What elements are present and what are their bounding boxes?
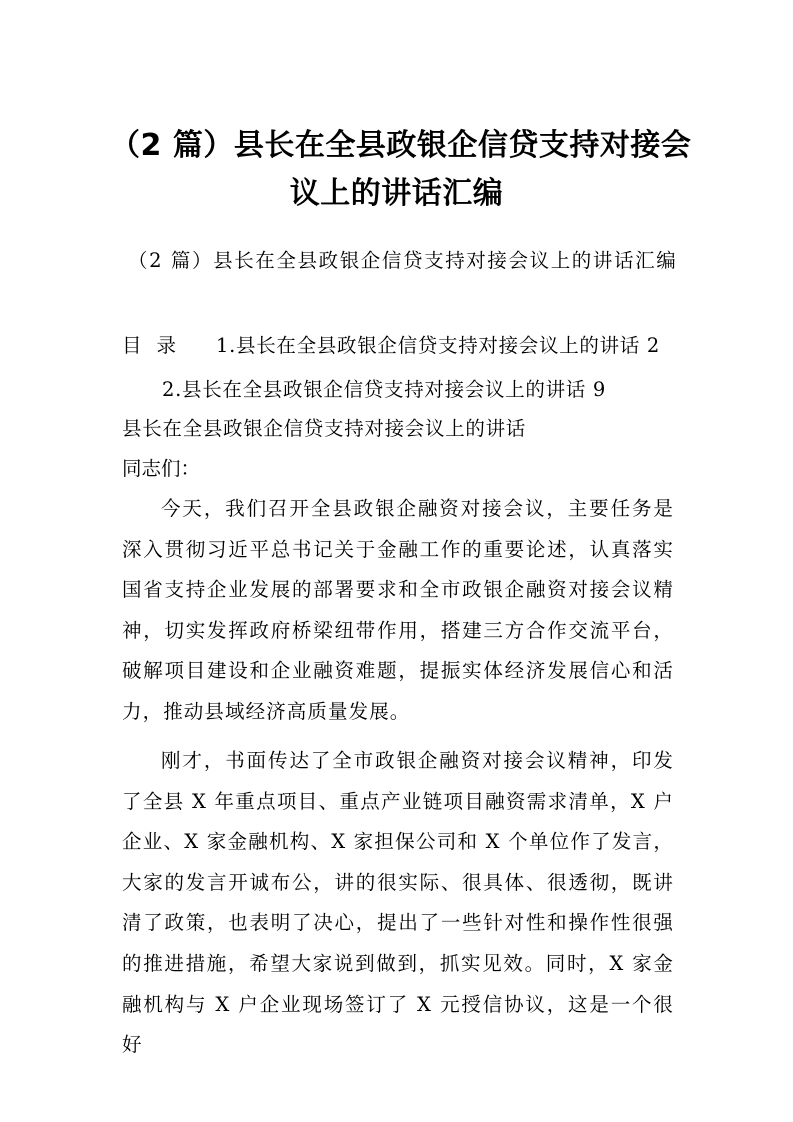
body-paragraph-1: 今天，我们召开全县政银企融资对接会议，主要任务是深入贯彻习近平总书记关于金融工作的重要论述，认真落实国省支持企业发展的部署要求和全市政银企融资对接会议精神，切实发挥政府桥梁纽带作用，搭建三方合作交流平台，破解项目建设和企业融资难题，提振实体经济发展信心和活力，推动县域经济高质量发展。 bbox=[122, 497, 674, 723]
toc-label: 目录 bbox=[122, 334, 192, 357]
document-title-line-2: 议上的讲话汇编 bbox=[289, 176, 504, 211]
speech-title: 县长在全县政银企信贷支持对接会议上的讲话 bbox=[122, 417, 527, 440]
toc-entry-2: 2.县长在全县政银企信贷支持对接会议上的讲话 9 bbox=[162, 378, 607, 401]
salutation: 同志们： bbox=[122, 457, 201, 480]
table-of-contents-row-1 bbox=[122, 331, 660, 361]
body-paragraph-2: 刚才，书面传达了全市政银企融资对接会议精神，印发了全县 X 年重点项目、重点产业链项目融资需求清单，X 户企业、X 家金融机构、X 家担保公司和 X 个单位作了发言，大家的发言开诚布公，讲的很实际、很具体、很透彻，既讲清了政策，也表明了决心，提出了一些针对性和操作性很强的推进措施，希望大家说到做到，抓实见效。同时，X 家金融机构与 X 户企业现场签订了 X 元授信协议，这是一个很好 bbox=[122, 749, 674, 1057]
document-title-line-1: （2 篇）县长在全县政银企信贷支持对接会 bbox=[110, 128, 692, 163]
document-subtitle: （2 篇）县长在全县政银企信贷支持对接会议上的讲话汇编 bbox=[128, 249, 678, 272]
toc-entry-1: 1.县长在全县政银企信贷支持对接会议上的讲话 2 bbox=[216, 334, 661, 357]
